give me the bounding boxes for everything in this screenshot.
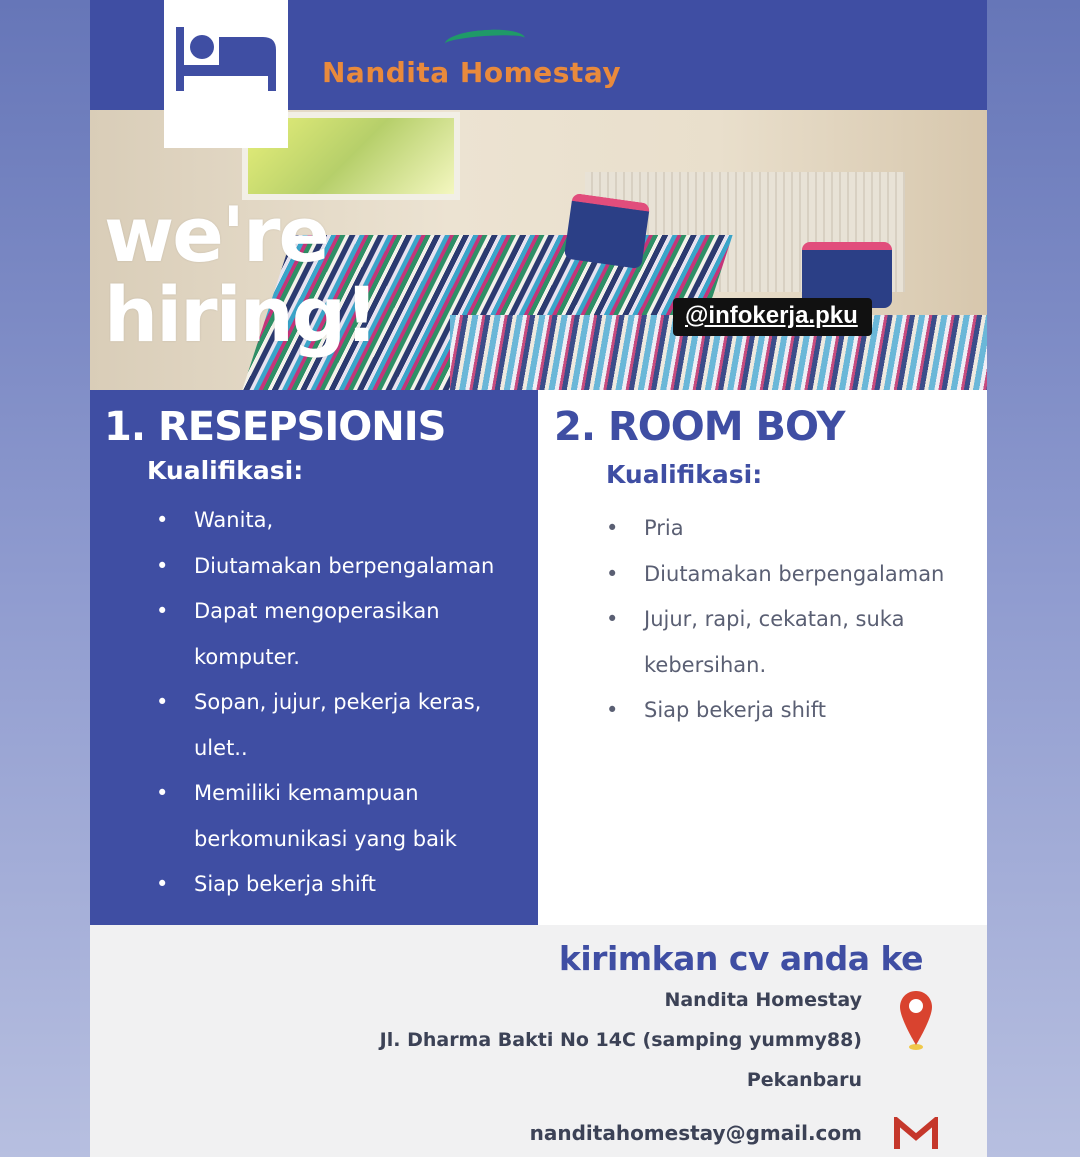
list-item: • Dapat mengoperasikan komputer. [156, 589, 526, 680]
list-item: • Diutamakan berpengalaman [606, 552, 976, 598]
job-room-boy [538, 390, 987, 925]
list-item: • Pria [606, 506, 976, 552]
job-title: 1. RESEPSIONIS [104, 404, 446, 450]
hiring-headline [104, 190, 377, 359]
qualification-label: Kualifikasi: [606, 460, 763, 489]
qualification-list [156, 498, 526, 908]
bed-icon [164, 0, 288, 148]
headline-line2: hiring! [104, 270, 377, 359]
list-item: • Siap bekerja shift [156, 862, 526, 908]
headline-line1: we're [104, 190, 329, 279]
list-item: • Wanita, [156, 498, 526, 544]
qualification-list [606, 506, 976, 734]
list-item: • Siap bekerja shift [606, 688, 976, 734]
job-resepsionis [90, 390, 538, 925]
instagram-handle: @infokerja.pku [673, 298, 872, 336]
list-item: • Sopan, jujur, pekerja keras, ulet.. [156, 680, 526, 771]
job-poster [90, 0, 987, 1157]
cta-heading: kirimkan cv anda ke [558, 939, 923, 978]
location-pin-icon [898, 989, 934, 1051]
brand-name: Nandita Homestay [322, 56, 622, 89]
contact-email[interactable]: nanditahomestay@gmail.com [529, 1121, 862, 1145]
list-item: • Jujur, rapi, cekatan, suka kebersihan. [606, 597, 976, 688]
contact-name: Nandita Homestay [664, 989, 862, 1011]
qualification-label: Kualifikasi: [147, 456, 304, 485]
contact-city: Pekanbaru [746, 1069, 862, 1091]
gmail-icon [894, 1117, 938, 1151]
list-item: • Diutamakan berpengalaman [156, 544, 526, 590]
contact-section [90, 925, 987, 1157]
logo-box [164, 0, 288, 148]
bedroom-photo [90, 110, 987, 390]
list-item: • Memiliki kemampuan berkomunikasi yang baik [156, 771, 526, 862]
leaf-logo-icon [444, 27, 525, 55]
contact-address: Jl. Dharma Bakti No 14C (samping yummy88) [379, 1029, 862, 1051]
pillow [564, 193, 650, 269]
job-title: 2. ROOM BOY [554, 404, 845, 450]
